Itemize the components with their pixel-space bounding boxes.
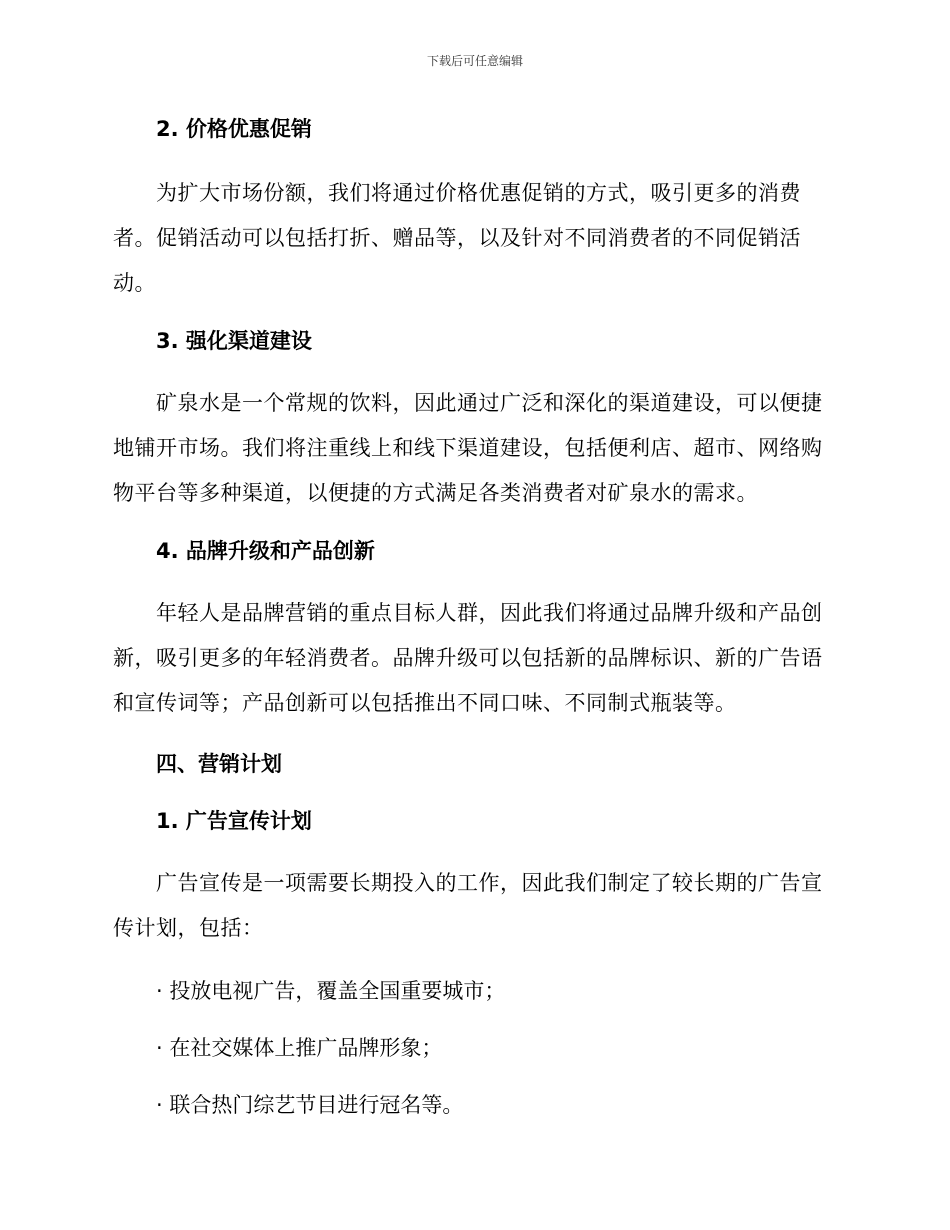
paragraph-channel-building: 矿泉水是一个常规的饮料，因此通过广泛和深化的渠道建设，可以便捷地铺开市场。我们将注重线上和线下渠道建设，包括便利店、超市、网络购物平台等多种渠道，以便捷的方式满足各类消费者对矿泉水的需求。 [113, 391, 823, 505]
paragraph-brand-upgrade: 年轻人是品牌营销的重点目标人群，因此我们将通过品牌升级和产品创新，吸引更多的年轻消费者。品牌升级可以包括新的品牌标识、新的广告语和宣传词等；产品创新可以包括推出不同口味、不同制式瓶装等。 [113, 601, 823, 715]
bullet-variety-show-sponsorship: · 联合热门综艺节目进行冠名等。 [156, 1093, 464, 1117]
page-header-note: 下载后可任意编辑 [426, 54, 523, 68]
section-heading-channel-building: 3. 强化渠道建设 [156, 329, 312, 353]
paragraph-advertising-plan: 广告宣传是一项需要长期投入的工作，因此我们制定了较长期的广告宣传计划，包括： [113, 871, 823, 940]
document-body [113, 112, 835, 1122]
paragraph-price-promotion: 为扩大市场份额，我们将通过价格优惠促销的方式，吸引更多的消费者。促销活动可以包括打折、赠品等，以及针对不同消费者的不同促销活动。 [113, 181, 801, 295]
section-heading-advertising-plan: 1. 广告宣传计划 [156, 809, 312, 833]
section-heading-brand-upgrade: 4. 品牌升级和产品创新 [156, 539, 375, 563]
bullet-social-media: · 在社交媒体上推广品牌形象； [156, 1036, 443, 1060]
bullet-tv-ads: · 投放电视广告，覆盖全国重要城市； [156, 979, 506, 1003]
part-heading-marketing-plan: 四、营销计划 [156, 752, 282, 776]
section-heading-price-promotion: 2. 价格优惠促销 [156, 117, 312, 141]
